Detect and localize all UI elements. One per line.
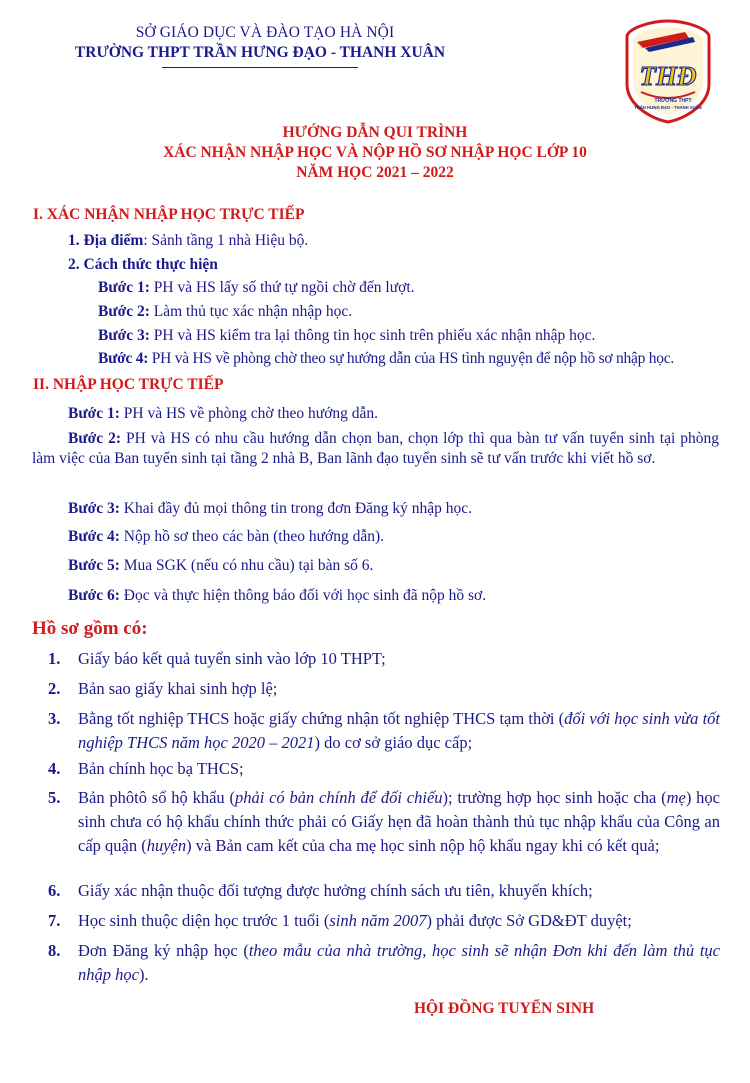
document-item: 2. Bản sao giấy khai sinh hợp lệ; (48, 677, 720, 701)
document-item: 3. Bằng tốt nghiệp THCS hoặc giấy chứng nhận tốt nghiệp THCS tạm thời (đối với học sinh vừa tốt nghiệp THCS năm học 2020 – 2021) do cơ sở giáo dục cấp; (48, 709, 720, 752)
section2-heading: II. NHẬP HỌC TRỰC TIẾP (33, 376, 224, 393)
section1-step (98, 303, 352, 321)
section1-location (68, 232, 308, 250)
step-label: Bước 6: (68, 587, 120, 604)
section1-heading: I. XÁC NHẬN NHẬP HỌC TRỰC TIẾP (33, 206, 305, 223)
item-number: 7. (48, 911, 61, 930)
item-number: 2. (48, 679, 61, 698)
step-label: Bước 4: (98, 350, 149, 367)
step-text: PH và HS lấy số thứ tự ngồi chờ đến lượt. (149, 279, 415, 296)
doc-title-line2: XÁC NHẬN NHẬP HỌC VÀ NỘP HỒ SƠ NHẬP HỌC LỚP 10 (163, 144, 587, 161)
location-value: : Sảnh tầng 1 nhà Hiệu bộ. (143, 232, 309, 249)
step-text: Làm thủ tục xác nhận nhập học. (149, 303, 353, 320)
signature-committee: HỘI ĐỒNG TUYỂN SINH (414, 1000, 595, 1017)
item-number: 8. (48, 941, 61, 960)
step-text: PH và HS có nhu cầu hướng dẫn chọn ban, chọn lớp thì qua bàn tư vấn tuyển sinh tại phòng làm việc của Ban tuyển sinh tại tầng 2 nhà B, Ban lãnh đạo tuyển sinh sẽ tư vấn trước khi viết hồ sơ. (32, 430, 719, 467)
step-label: Bước 5: (68, 557, 120, 574)
step-text: Mua SGK (nếu có nhu cầu) tại bàn số 6. (119, 557, 374, 574)
item-number: 5. (48, 788, 61, 807)
document-item: 4. Bản chính học bạ THCS; (48, 757, 720, 781)
step-text: Khai đầy đủ mọi thông tin trong đơn Đăng ký nhập học. (119, 500, 473, 517)
step-text: PH và HS kiểm tra lại thông tin học sinh trên phiếu xác nhận nhập học. (149, 327, 596, 344)
step-text: PH và HS về phòng chờ theo hướng dẫn. (119, 405, 379, 422)
document-item: 6. Giấy xác nhận thuộc đối tượng được hưởng chính sách ưu tiên, khuyến khích; (48, 879, 720, 903)
step-label: Bước 3: (68, 500, 120, 517)
section2-step (68, 528, 384, 546)
step-label: Bước 3: (98, 327, 150, 344)
svg-text:TRƯỜNG THPT: TRƯỜNG THPT (654, 98, 692, 104)
step-label: Bước 1: (68, 405, 120, 422)
location-label: 1. Địa điểm (68, 232, 144, 249)
item-number: 6. (48, 881, 61, 900)
department-name: SỞ GIÁO DỤC VÀ ĐÀO TẠO HÀ NỘI (135, 24, 395, 41)
item-number: 3. (48, 709, 61, 728)
step-label: Bước 2: (68, 430, 121, 447)
section1-step (98, 327, 595, 345)
step-label: Bước 2: (98, 303, 150, 320)
doc-title-line3: NĂM HỌC 2021 – 2022 (296, 164, 454, 181)
svg-text:THĐ: THĐ (639, 61, 697, 91)
svg-text:TRẦN HƯNG ĐẠO - THANH XUÂN: TRẦN HƯNG ĐẠO - THANH XUÂN (634, 105, 702, 110)
step-text: Nộp hồ sơ theo các bàn (theo hướng dẫn). (119, 528, 385, 545)
section1-step (98, 279, 415, 297)
section1-method-label: 2. Cách thức thực hiện (68, 256, 218, 273)
school-name: TRƯỜNG THPT TRẦN HƯNG ĐẠO - THANH XUÂN (74, 44, 446, 61)
documents-heading: Hồ sơ gồm có: (32, 618, 148, 639)
step-text: Đọc và thực hiện thông báo đối với học sinh đã nộp hồ sơ. (119, 587, 487, 604)
school-logo (623, 18, 713, 124)
doc-title-line1: HƯỚNG DẪN QUI TRÌNH (282, 124, 468, 141)
section2-step (68, 587, 486, 605)
header-divider (162, 67, 358, 68)
document-item: 1. Giấy báo kết quả tuyển sinh vào lớp 10 THPT; (48, 647, 720, 671)
step-text: PH và HS về phòng chờ theo sự hướng dẫn của HS tình nguyện để nộp hồ sơ nhập học. (148, 350, 675, 367)
item-number: 4. (48, 759, 61, 778)
item-number: 1. (48, 649, 61, 668)
document-item: 7. Học sinh thuộc diện học trước 1 tuổi (sinh năm 2007) phải được Sở GD&ĐT duyệt; (48, 909, 720, 933)
section2-step (68, 557, 373, 575)
document-item: 8. Đơn Đăng ký nhập học (theo mẫu của nhà trường, học sinh sẽ nhận Đơn khi đến làm thủ tục nhập học). (48, 941, 720, 984)
step-label: Bước 4: (68, 528, 120, 545)
section2-step (68, 500, 472, 518)
document-item: 5. Bản phôtô sổ hộ khẩu (phải có bản chính để đối chiếu); trường hợp học sinh hoặc cha (mẹ) học sinh chưa có hộ khẩu chính thức phải có Giấy hẹn đã hoàn thành thủ tục nhập khẩu của Công an cấp quận (huyện) và Bản cam kết của cha mẹ học sinh nộp hộ khẩu ngay khi có kết quả; (48, 788, 720, 855)
section1-step (98, 350, 674, 368)
step-label: Bước 1: (98, 279, 150, 296)
logo-emblem-icon (623, 18, 713, 124)
section2-step (68, 405, 378, 423)
section2-step (32, 429, 719, 469)
